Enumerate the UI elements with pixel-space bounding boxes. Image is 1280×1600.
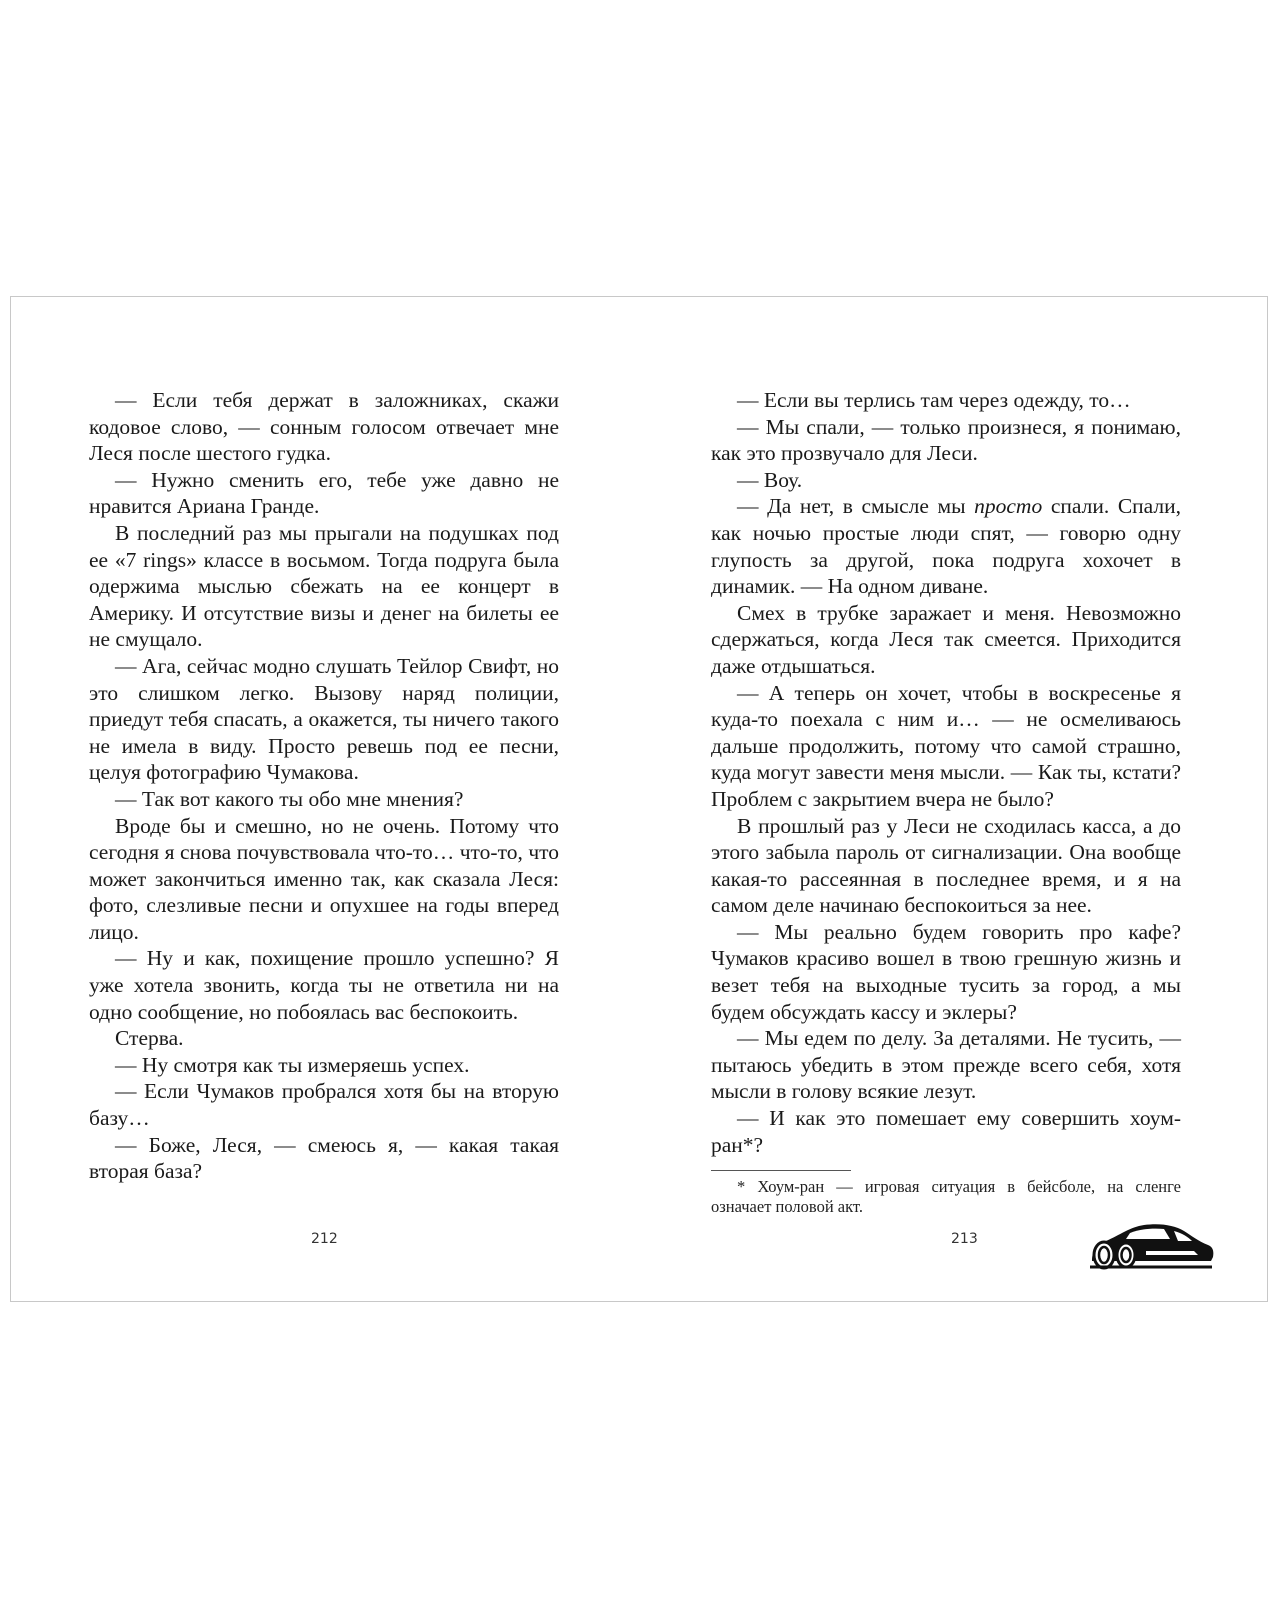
paragraph-rest: спали. Спали, как ночью простые люди спят, — говорю одну глупость за другой, пока подруга хохочет в динамик. — На одном диване. — [711, 494, 1182, 599]
paragraph: В последний раз мы прыгали на подушках под ее «7 rings» классе в восьмом. Тогда подруга была одержима мыслью сбежать на ее концерт в Америку. И отсутствие визы и денег на билеты ее не смущало. — [89, 520, 559, 652]
paragraph: Стерва. — [115, 1026, 184, 1051]
paragraph: — Нужно сменить его, тебе уже давно не нравится Ариана Гранде. — [89, 467, 559, 519]
footnote-divider — [711, 1170, 851, 1171]
book-spread — [10, 296, 1268, 1302]
paragraph: — Если вы терлись там через одежду, то… — [737, 388, 1131, 412]
paragraph: — Мы спали, — только произнеся, я понимаю, как это прозвучало для Леси. — [711, 414, 1181, 466]
paragraph: — Мы реально будем говорить про кафе? Чумаков красиво вошел в твою грешную жизнь и везет тебя на выходные тусить за город, а мы будем обсуждать кассу и эклеры? — [711, 919, 1181, 1024]
car-icon — [1086, 1217, 1216, 1272]
footnote: * Хоум-ран — игровая ситуация в бейсболе, на сленге означает половой акт. — [711, 1177, 1181, 1217]
paragraph: — Ну и как, похищение прошло успешно? Я уже хотела звонить, когда ты не ответила ни на одно сообщение, но побоялась вас беспокоить. — [89, 946, 559, 1024]
paragraph: — Если Чумаков пробрался хотя бы на вторую базу… — [89, 1079, 559, 1131]
paragraph: — Воу. — [737, 467, 803, 492]
paragraph-lead: — Да нет, в смысле мы — [737, 494, 966, 519]
paragraph: В прошлый раз у Леси не сходилась касса, а до этого забыла пароль от сигнализации. Она вообще какая-то рассеянная в последнее время, и я на самом деле начинаю беспокоиться за нее. — [711, 813, 1181, 918]
paragraph — [711, 493, 1181, 599]
paragraph: — Боже, Леся, — смеюсь я, — какая такая вторая база? — [89, 1132, 559, 1184]
paragraph: — Ну смотря как ты измеряешь успех. — [115, 1052, 470, 1077]
paragraph: — А теперь он хочет, чтобы в воскресенье я куда-то поехала с ним и… — не осмеливаюсь дальше продолжить, потому что самой страшно, куда могут завести меня мысли. — Как ты, кстати? Проблем с закрытием вчера не было? — [711, 680, 1181, 811]
paragraph: — Ага, сейчас модно слушать Тейлор Свифт, но это слишком легко. Вызову наряд полиции, приедут тебя спасать, а окажется, ты ничего такого не имела в виду. Просто ревешь под ее песни, целуя фотографию Чумакова. — [89, 653, 559, 785]
right-page-text — [711, 387, 1181, 1217]
emphasis-word: просто — [974, 494, 1043, 519]
paragraph: — Если тебя держат в заложниках, скажи кодовое слово, — сонным голосом отвечает мне Леся после шестого гудка. — [89, 388, 559, 466]
page-number-right: 213 — [951, 1231, 978, 1247]
paragraph: Вроде бы и смешно, но не очень. Потому что сегодня я снова почувствовала что-то… что-то, что может закончиться именно так, как сказала Леся: фото, слезливые песни и опухшее на годы вперед лицо. — [89, 813, 559, 944]
paragraph: — И как это помешает ему совершить хоум-ран*? — [711, 1106, 1181, 1157]
left-page-text — [89, 387, 559, 1185]
paragraph: — Так вот какого ты обо мне мнения? — [115, 786, 464, 811]
paragraph: — Мы едем по делу. За деталями. Не тусить, — пытаюсь убедить в этом прежде всего себя, хотя мысли в голову всякие лезут. — [711, 1026, 1181, 1104]
page-number-left: 212 — [311, 1231, 338, 1247]
paragraph: Смех в трубке заражает и меня. Невозможно сдержаться, когда Леся так смеется. Приходится даже отдышаться. — [711, 600, 1181, 678]
